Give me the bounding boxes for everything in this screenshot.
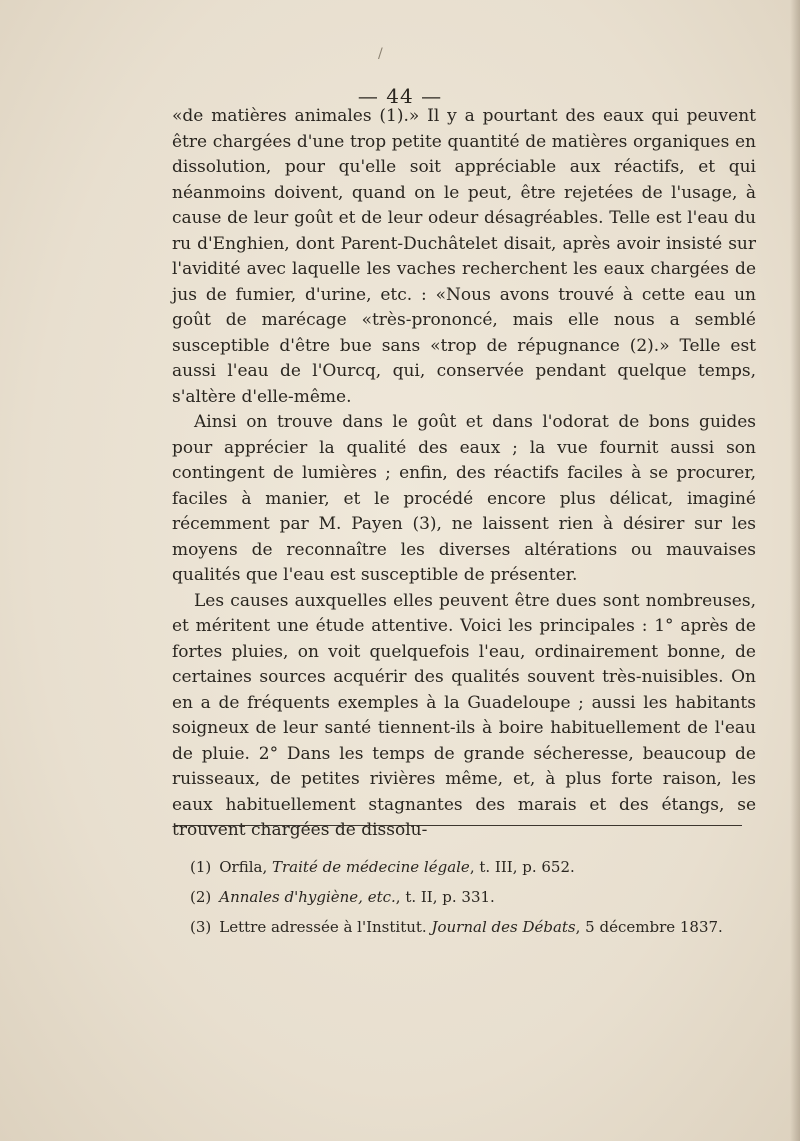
footnote-separator [174, 825, 742, 827]
footnote-number: (2) [190, 888, 212, 906]
footnote-lead: Orfila, [219, 858, 272, 876]
footnote-title: Annales d'hygiène, etc. [219, 888, 396, 906]
page-edge-shadow [790, 0, 800, 1141]
paragraph-2: Ainsi on trouve dans le goût et dans l'odorat de bons guides pour apprécier la qualité des eaux ; la vue fournit aussi son contingent de lumières ; enfin, des réactifs faciles à se procurer, faciles à manier, et le procédé encore plus délicat, imaginé récemment par M. Payen (3), ne laissent rien à désirer sur les moyens de reconnaître les diverses altérations ou mauvaises qualités que l'eau est susceptible de présenter. [172, 412, 756, 585]
footnote-tail: , t. III, p. 652. [469, 858, 575, 876]
footnotes [190, 852, 750, 942]
footnote-lead: Lettre adressée à l'Institut. [219, 918, 432, 936]
paragraph-1: «de matières animales (1).» Il y a pourtant des eaux qui peuvent être chargées d'une trop petite quantité de matières organiques en dissolution, pour qu'elle soit appréciable aux réactifs, et qui néanmoins doivent, quand on le peut, être rejetées de l'usage, à cause de leur goût et de leur odeur désagréables. Telle est l'eau du ru d'Enghien, dont Parent-Duchâtelet disait, après avoir insisté sur l'avidité avec laquelle les vaches recherchent les eaux chargées de jus de fumier, d'urine, etc. : «Nous avons trouvé à cette eau un goût de marécage «très-prononcé, mais elle nous a semblé susceptible d'être bue sans «trop de répugnance (2).» Telle est aussi l'eau de l'Ourcq, qui, conservée pendant quelque temps, s'altère d'elle-même. [172, 106, 756, 407]
footnote-title: Journal des Débats [431, 918, 576, 936]
stray-pencil-mark: / [378, 46, 383, 62]
footnote-2 [190, 882, 750, 912]
footnote-number: (3) [190, 918, 212, 936]
paragraph-3: Les causes auxquelles elles peuvent être dues sont nombreuses, et méritent une étude attentive. Voici les principales : 1° après de fortes pluies, on voit quelquefois l'eau, ordinairement bonne, de certaines sources acquérir des qualités souvent très-nuisibles. On en a de fréquents exemples à la Guadeloupe ; aussi les habitants soigneux de leur santé tiennent-ils à boire habituellement de l'eau de pluie. 2° Dans les temps de grande sécheresse, beaucoup de ruisseaux, de petites rivières même, et, à plus forte raison, les eaux habituellement stagnantes des marais et des étangs, se trouvent chargées de dissolu- [172, 590, 756, 840]
footnote-1 [190, 852, 750, 882]
footnote-tail: , 5 décembre 1837. [575, 918, 723, 936]
footnote-number: (1) [190, 858, 212, 876]
page-number: — 44 — [357, 84, 443, 108]
footnote-3 [190, 912, 750, 942]
footnote-tail: , t. II, p. 331. [395, 888, 495, 906]
main-text [172, 104, 756, 844]
footnote-title: Traité de médecine légale [272, 858, 470, 876]
